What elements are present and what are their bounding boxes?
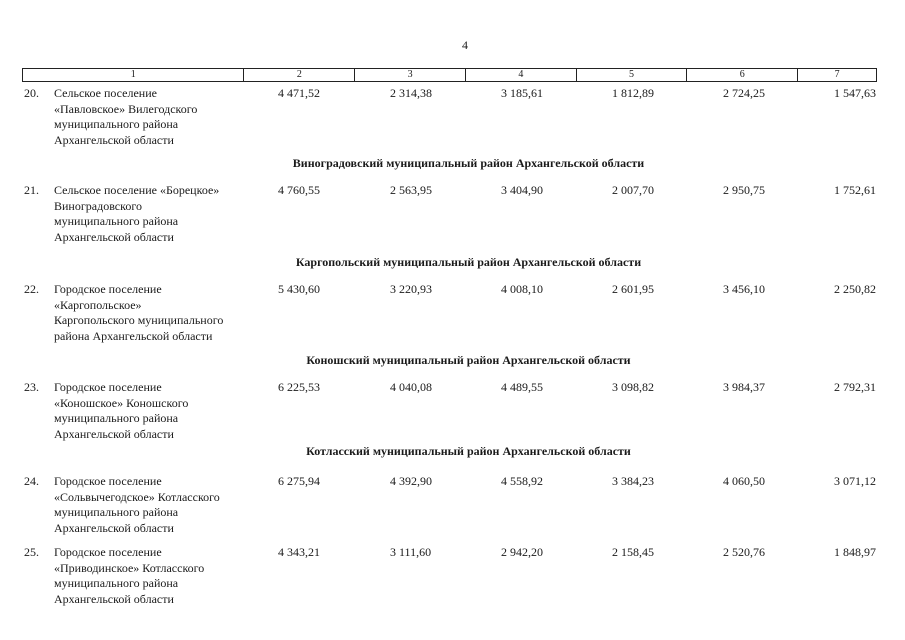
header-cell-2: 2 [244,69,355,81]
settlement-name-line: Архангельской области [54,132,174,147]
settlement-name-line: Архангельской области [54,426,174,441]
section-heading: Каргопольский муниципальный район Архангельской области [295,255,642,269]
table-header-row [22,68,877,82]
settlement-name-line: «Коношское» Коношского [54,395,189,410]
settlement-name [54,86,254,148]
settlement-name-line: Городское поселение [54,380,162,394]
value-col-2: 6 225,53 [278,380,320,394]
settlement-name-line: муниципального района [54,411,179,425]
value-col-6: 2 950,75 [723,183,765,197]
value-col-5: 3 384,23 [612,474,654,488]
value-col-6: 3 456,10 [723,282,765,296]
value-col-4: 3 185,61 [501,86,543,100]
settlement-name-line: Каргопольского муниципального [54,313,224,327]
settlement-name-line: Архангельской области [54,591,174,606]
value-col-3: 4 040,08 [390,380,432,394]
header-cell-7: 7 [834,69,840,80]
settlement-name [54,545,254,607]
row-number: 22. [24,282,39,296]
row-number: 21. [24,183,39,197]
value-col-7: 1 752,61 [834,183,876,197]
settlement-name-line: Виноградовского [54,198,142,213]
value-col-5: 2 007,70 [612,183,654,197]
header-cell-6: 6 [687,69,798,81]
settlement-name-line: «Сольвычегодское» Котласского [54,489,220,504]
settlement-name [54,380,254,442]
value-col-3: 4 392,90 [390,474,432,488]
header-cell-3: 3 [355,69,466,81]
value-col-7: 2 792,31 [834,380,876,394]
value-col-4: 4 489,55 [501,380,543,394]
header-cell-4: 4 [466,69,577,81]
value-col-7: 1 848,97 [834,545,876,559]
value-col-5: 2 601,95 [612,282,654,296]
value-col-3: 3 111,60 [390,545,432,559]
value-col-4: 3 404,90 [501,183,543,197]
settlement-name [54,282,254,344]
row-number: 25. [24,545,39,559]
settlement-name-line: Архангельской области [54,229,174,244]
section-heading: Виноградовский муниципальный район Архангельской области [292,156,645,170]
value-col-4: 4 008,10 [501,282,543,296]
settlement-name-line: Сельское поселение «Борецкое» [54,183,220,197]
value-col-4: 2 942,20 [501,545,543,559]
settlement-name-line: муниципального района [54,576,179,590]
row-number: 24. [24,474,39,488]
value-col-6: 4 060,50 [723,474,765,488]
settlement-name-line: Городское поселение [54,545,162,559]
settlement-name [54,183,254,245]
row-number: 20. [24,86,39,100]
value-col-2: 4 471,52 [278,86,320,100]
value-col-6: 2 724,25 [723,86,765,100]
value-col-5: 3 098,82 [612,380,654,394]
value-col-2: 4 343,21 [278,545,320,559]
value-col-6: 2 520,76 [723,545,765,559]
settlement-name-line: «Приводинское» Котласского [54,560,205,575]
row-number: 23. [24,380,39,394]
value-col-7: 2 250,82 [834,282,876,296]
settlement-name-line: муниципального района [54,505,179,519]
settlement-name-line: Городское поселение [54,474,162,488]
value-col-4: 4 558,92 [501,474,543,488]
value-col-2: 5 430,60 [278,282,320,296]
section-heading: Котласский муниципальный район Архангельской области [306,444,631,458]
settlement-name-line: муниципального района [54,117,179,131]
settlement-name-line: «Каргопольское» [54,297,142,312]
value-col-5: 2 158,45 [612,545,654,559]
value-col-2: 6 275,94 [278,474,320,488]
settlement-name-line: Городское поселение [54,282,162,296]
settlement-name-line: Архангельской области [54,520,174,535]
settlement-name-line: муниципального района [54,214,179,228]
header-cell-5: 5 [577,69,688,81]
section-heading: Коношский муниципальный район Архангельской области [306,353,631,367]
settlement-name-line: района Архангельской области [54,328,213,343]
value-col-3: 2 563,95 [390,183,432,197]
settlement-name [54,474,254,536]
value-col-3: 3 220,93 [390,282,432,296]
value-col-7: 3 071,12 [834,474,876,488]
settlement-name-line: Сельское поселение [54,86,157,100]
value-col-5: 1 812,89 [612,86,654,100]
settlement-name-line: «Павловское» Вилегодского [54,101,198,116]
value-col-2: 4 760,55 [278,183,320,197]
value-col-3: 2 314,38 [390,86,432,100]
value-col-6: 3 984,37 [723,380,765,394]
value-col-7: 1 547,63 [834,86,876,100]
header-cell-1: 1 [23,69,244,81]
page-number: 4 [462,38,468,52]
